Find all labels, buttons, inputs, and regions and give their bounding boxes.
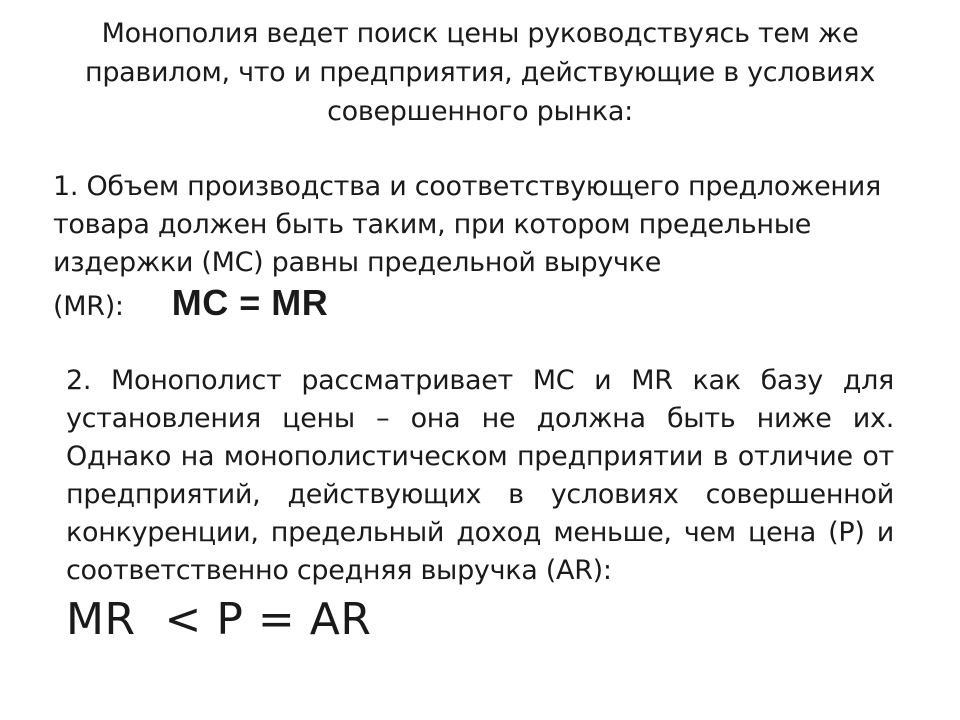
formula-mc-equals-mr: MC = MR (171, 282, 329, 323)
intro-text: Монополия ведет поиск цены руководствуясь тем же правилом, что и предприятия, действующие в условиях совершенного рынка: (84, 18, 876, 127)
point-1 (53, 168, 913, 326)
point-2-text: 2. Монополист рассматривает МС и MR как базу для установления цены – она не должна быть ниже их. Однако на монополистическом предприятии в отличие от предприятий, действующих в условиях совершенной конкуренции, предельный доход меньше, чем цена (Р) и соответственно средняя выручка (AR): (66, 365, 894, 586)
point-1-formula-line (53, 284, 913, 326)
point-1-tail: (MR): (53, 291, 124, 322)
point-1-text: 1. Объем производства и соответствующего предложения товара должен быть таким, при котором предельные издержки (МС) равны предельной выручке (53, 171, 881, 278)
formula-mr-less-p-equals-ar: MR < P = AR (66, 594, 372, 645)
